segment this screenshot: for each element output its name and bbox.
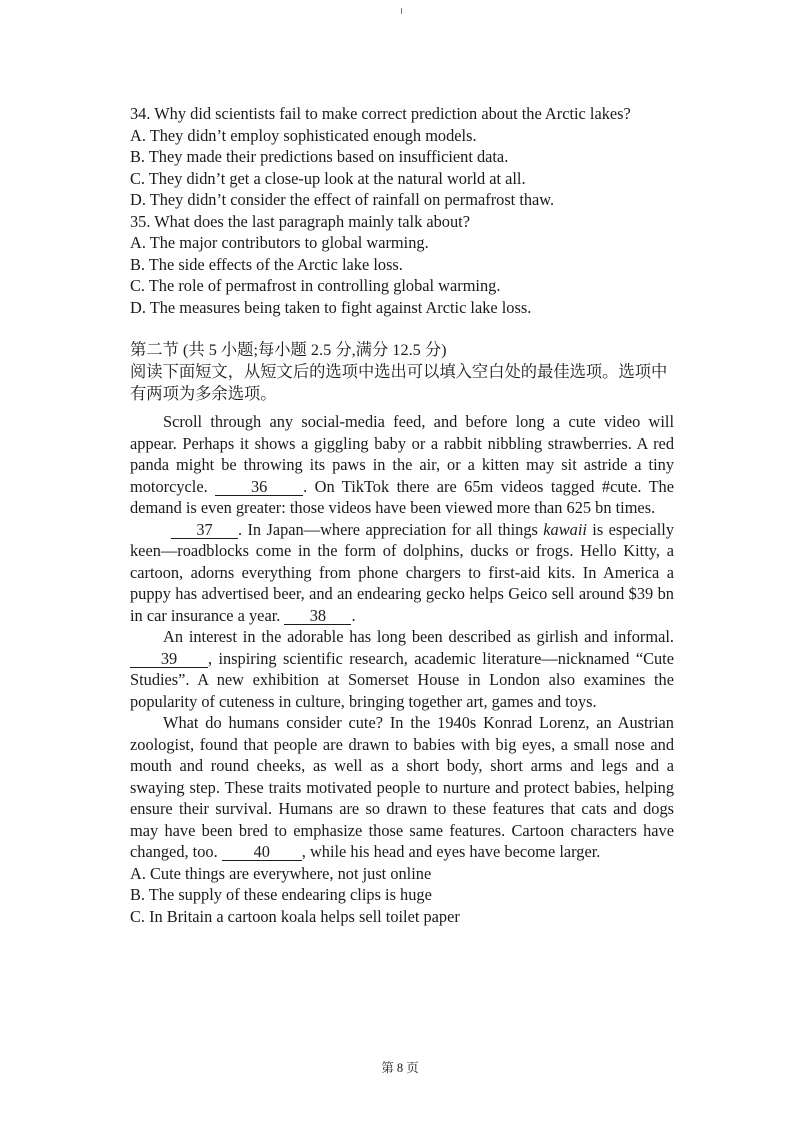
blank-36: 36 (215, 479, 303, 496)
answer-option-a: A. Cute things are everywhere, not just online (130, 863, 432, 883)
question-34-option-c: C. They didn’t get a close-up look at the natural world at all. (130, 168, 526, 188)
question-34-stem: 34. Why did scientists fail to make correct prediction about the Arctic lakes? (130, 104, 631, 123)
passage-paragraph-2 (130, 519, 674, 627)
question-34-option-a: A. They didn’t employ sophisticated enough models. (130, 125, 477, 145)
paragraph-2-text-3: . (351, 605, 356, 625)
paragraph-1-text-after: . On TikTok there are 65m videos tagged #cute. The demand is even greater: those videos have been viewed more than 625 bn times. (130, 476, 675, 517)
question-35-stem: 35. What does the last paragraph mainly talk about? (130, 211, 470, 231)
paragraph-2-text-1: . In Japan—where appreciation for all things (238, 519, 544, 539)
question-35-option-c: C. The role of permafrost in controlling global warming. (130, 276, 501, 295)
question-35-option-d: D. The measures being taken to fight against Arctic lake loss. (130, 297, 532, 317)
question-35-option-b: B. The side effects of the Arctic lake loss. (130, 254, 403, 274)
answer-option-c: C. In Britain a cartoon koala helps sell toilet paper (130, 906, 460, 926)
blank-40: 40 (222, 844, 302, 861)
question-34-option-b: B. They made their predictions based on insufficient data. (130, 147, 509, 166)
reading-questions (130, 103, 674, 318)
page-number: 第 8 页 (381, 1061, 419, 1075)
paragraph-4-text-before: What do humans consider cute? In the 1940s Konrad Lorenz, an Austrian zoologist, found that people are drawn to babies with big eyes, a small nose and mouth and round cheeks, as well as a short body, short arms and legs and a swaying step. These traits motivated people to nurture and protect babies, helping ensure their survival. Humans are so drawn to these features that cats and dogs may have been bred to emphasize those same features. Cartoon characters have changed, too. (130, 713, 674, 861)
question-34-option-d: D. They didn’t consider the effect of rainfall on permafrost thaw. (130, 190, 555, 209)
cloze-passage (130, 411, 674, 927)
blank-38: 38 (284, 608, 351, 625)
section-two-header (130, 339, 674, 405)
answer-options (130, 863, 674, 928)
paragraph-1-text-before: Scroll through any social-media feed, and before long a cute video will appear. Perhaps it shows a giggling baby or a rabbit nibbling strawberries. A red panda might be throwing its paws in the air, or a kitten may sit astride a tiny motorcycle. (130, 412, 674, 496)
section-instructions: 阅读下面短文，从短文后的选项中选出可以填入空白处的最佳选项。选项中有两项为多余选项。 (130, 362, 668, 403)
section-heading: 第二节 (共 5 小题;每小题 2.5 分,满分 12.5 分) (130, 340, 447, 359)
passage-paragraph-3 (130, 626, 674, 712)
paragraph-4-text-after: , while his head and eyes have become larger. (301, 842, 601, 861)
paragraph-3-text-before: An interest in the adorable has long been described as girlish and informal. (163, 627, 674, 646)
question-35-option-a: A. The major contributors to global warming. (130, 233, 429, 252)
passage-paragraph-1 (130, 411, 674, 519)
blank-39: 39 (130, 651, 208, 668)
answer-option-b: B. The supply of these endearing clips is huge (130, 885, 432, 904)
paragraph-3-text-after: , inspiring scientific research, academic literature—nicknamed “Cute Studies”. A new exhibition at Somerset House in London also examines the popularity of cuteness in culture, bringing together art, games and toys. (130, 648, 674, 711)
paragraph-2-italic-term: kawaii (543, 519, 587, 539)
paragraph-2-text-2: is especially keen—roadblocks come in the form of dolphins, ducks or frogs. Hello Kitty, a cartoon, adorns everything from phone chargers to first-aid kits. In America a puppy has advertised beer, and an endearing gecko helps Geico sell around $39 bn in car insurance a year. (130, 519, 675, 625)
top-tick-mark (401, 8, 402, 14)
passage-paragraph-4 (130, 712, 674, 863)
blank-37: 37 (171, 522, 238, 539)
